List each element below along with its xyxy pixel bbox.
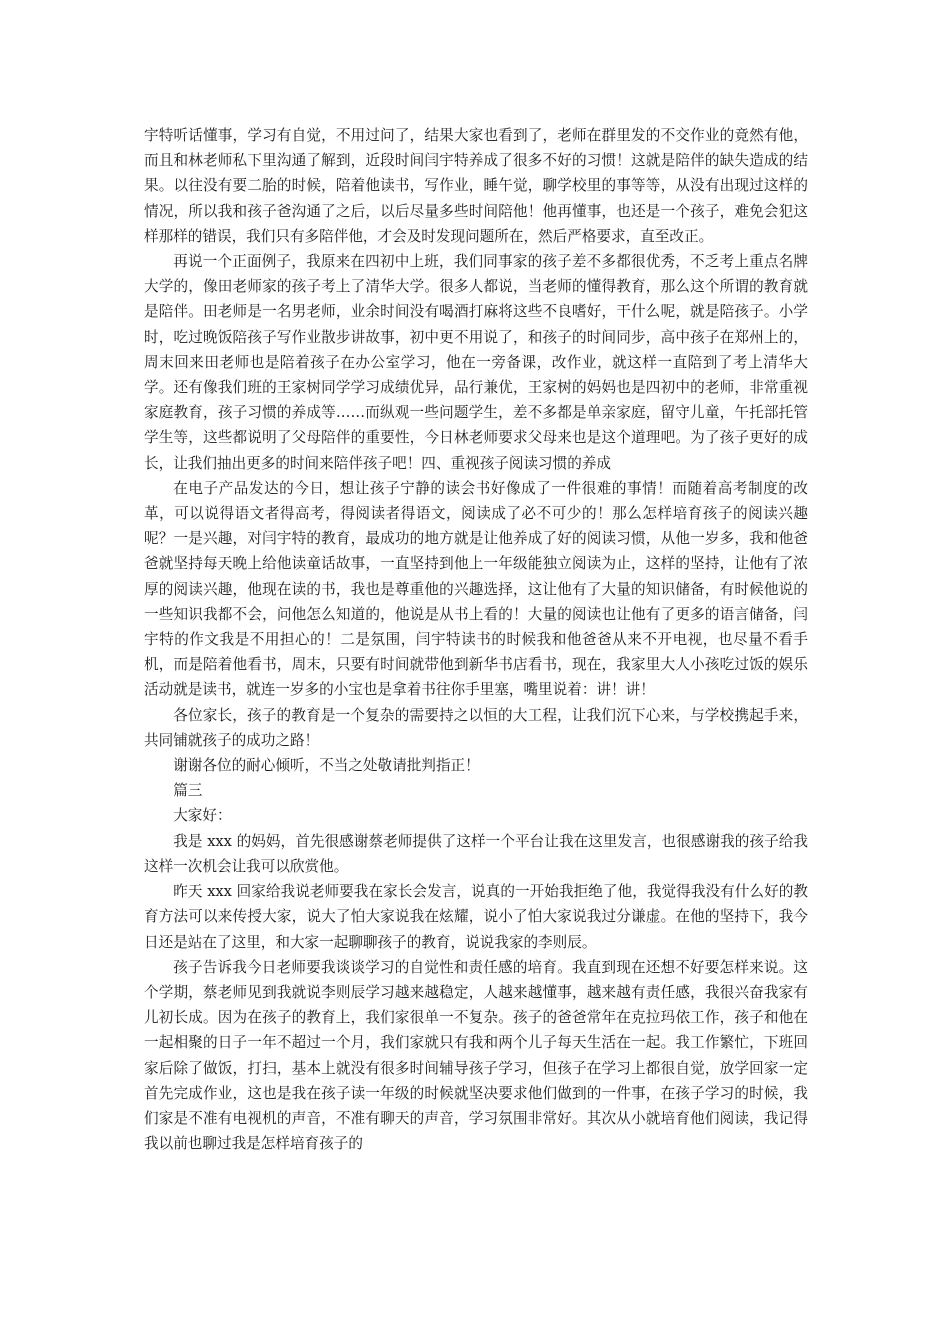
paragraph-5: 谢谢各位的耐心倾听，不当之处敬请批判指正！	[173, 757, 480, 775]
greeting: 大家好：	[173, 807, 232, 825]
paragraph-6: 我是 xxx 的妈妈，首先很感谢蔡老师提供了这样一个平台让我在这里发言，也很感谢我的孩子给我这样一次机会让我可以欣赏他。	[144, 832, 808, 875]
paragraph-1: 宇特听话懂事，学习有自觉，不用过问了，结果大家也看到了，老师在群里发的不交作业的竟然有他，而且和林老师私下里沟通了解到，近段时间闫宇特养成了很多不好的习惯！这就是陪伴的缺失造成的结果。以往没有要二胎的时候，陪着他读书，写作业，睡午觉，聊学校里的事等等，从没有出现过这样的情况，所以我和孩子爸沟通了之后，以后尽量多些时间陪他！他再懂事，也还是一个孩子，难免会犯这样那样的错误，我们只有多陪伴他，才会及时发现问题所在，然后严格要求，直至改正。	[144, 127, 808, 245]
document-body	[144, 123, 808, 1156]
paragraph-7: 昨天 xxx 回家给我说老师要我在家长会发言，说真的一开始我拒绝了他，我觉得我没有什么好的教育方法可以来传授大家，说大了怕大家说我在炫耀，说小了怕大家说我过分谦虚。在他的坚持下，我今日还是站在了这里，和大家一起聊聊孩子的教育，说说我家的李则辰。	[144, 883, 808, 951]
section-heading: 篇三	[173, 782, 203, 800]
paragraph-8: 孩子告诉我今日老师要我谈谈学习的自觉性和责任感的培育。我直到现在还想不好要怎样来说。这个学期，蔡老师见到我就说李则辰学习越来越稳定，人越来越懂事，越来越有责任感，我很兴奋我家有儿初长成。因为在孩子的教育上，我们家很单一不复杂。孩子的爸爸常年在克拉玛依工作，孩子和他在一起相聚的日子一年不超过一个月，我们家就只有我和两个儿子每天生活在一起。我工作繁忙，下班回家后除了做饭，打扫，基本上就没有很多时间辅导孩子学习，但孩子在学习上都很自觉，放学回家一定首先完成作业，这也是我在孩子读一年级的时候就坚决要求他们做到的一件事，在孩子学习的时候，我们家是不准有电视机的声音，不准有聊天的声音，学习氛围非常好。其次从小就培育他们阅读，我记得我以前也聊过我是怎样培育孩子的	[144, 958, 808, 1153]
paragraph-2: 再说一个正面例子，我原来在四初中上班，我们同事家的孩子差不多都很优秀，不乏考上重点名牌大学的，像田老师家的孩子考上了清华大学。很多人都说，当老师的懂得教育，那么这个所谓的教育就是陪伴。田老师是一名男老师，业余时间没有喝酒打麻将这些不良嗜好，干什么呢，就是陪孩子。小学时，吃过晚饭陪孩子写作业散步讲故事，初中更不用说了，和孩子的时间同步，高中孩子在郑州上的，周末回来田老师也是陪着孩子在办公室学习，他在一旁备课，改作业，就这样一直陪到了考上清华大学。还有像我们班的王家树同学学习成绩优异，品行兼优，王家树的妈妈也是四初中的老师，非常重视家庭教育，孩子习惯的养成等……而纵观一些问题学生，差不多都是单亲家庭，留守儿童，午托部托管学生等，这些都说明了父母陪伴的重要性，今日林老师要求父母来也是这个道理吧。为了孩子更好的成长，让我们抽出更多的时间来陪伴孩子吧！四、重视孩子阅读习惯的养成	[144, 253, 808, 472]
paragraph-3: 在电子产品发达的今日，想让孩子宁静的读会书好像成了一件很难的事情！而随着高考制度的改革，可以说得语文者得高考，得阅读者得语文，阅读成了必不可少的！那么怎样培育孩子的阅读兴趣呢？一是兴趣，对闫宇特的教育，最成功的地方就是让他养成了好的阅读习惯，从他一岁多，我和他爸爸就坚持每天晚上给他读童话故事，一直坚持到他上一年级能独立阅读为止，这样的坚持，让他有了浓厚的阅读兴趣，他现在读的书，我也是尊重他的兴趣选择，这让他有了大量的知识储备，有时候他说的一些知识我都不会，问他怎么知道的，他说是从书上看的！大量的阅读也让他有了更多的语言储备，闫宇特的作文我是不用担心的！二是氛围，闫宇特读书的时候我和他爸爸从来不开电视，也尽量不看手机，而是陪着他看书，周末，只要有时间就带他到新华书店看书，现在，我家里大人小孩吃过饭的娱乐活动就是读书，就连一岁多的小宝也是拿着书往你手里塞，嘴里说着：讲！讲！	[144, 479, 808, 699]
paragraph-4: 各位家长，孩子的教育是一个复杂的需要持之以恒的大工程，让我们沉下心来，与学校携起手来，共同铺就孩子的成功之路！	[144, 706, 808, 749]
